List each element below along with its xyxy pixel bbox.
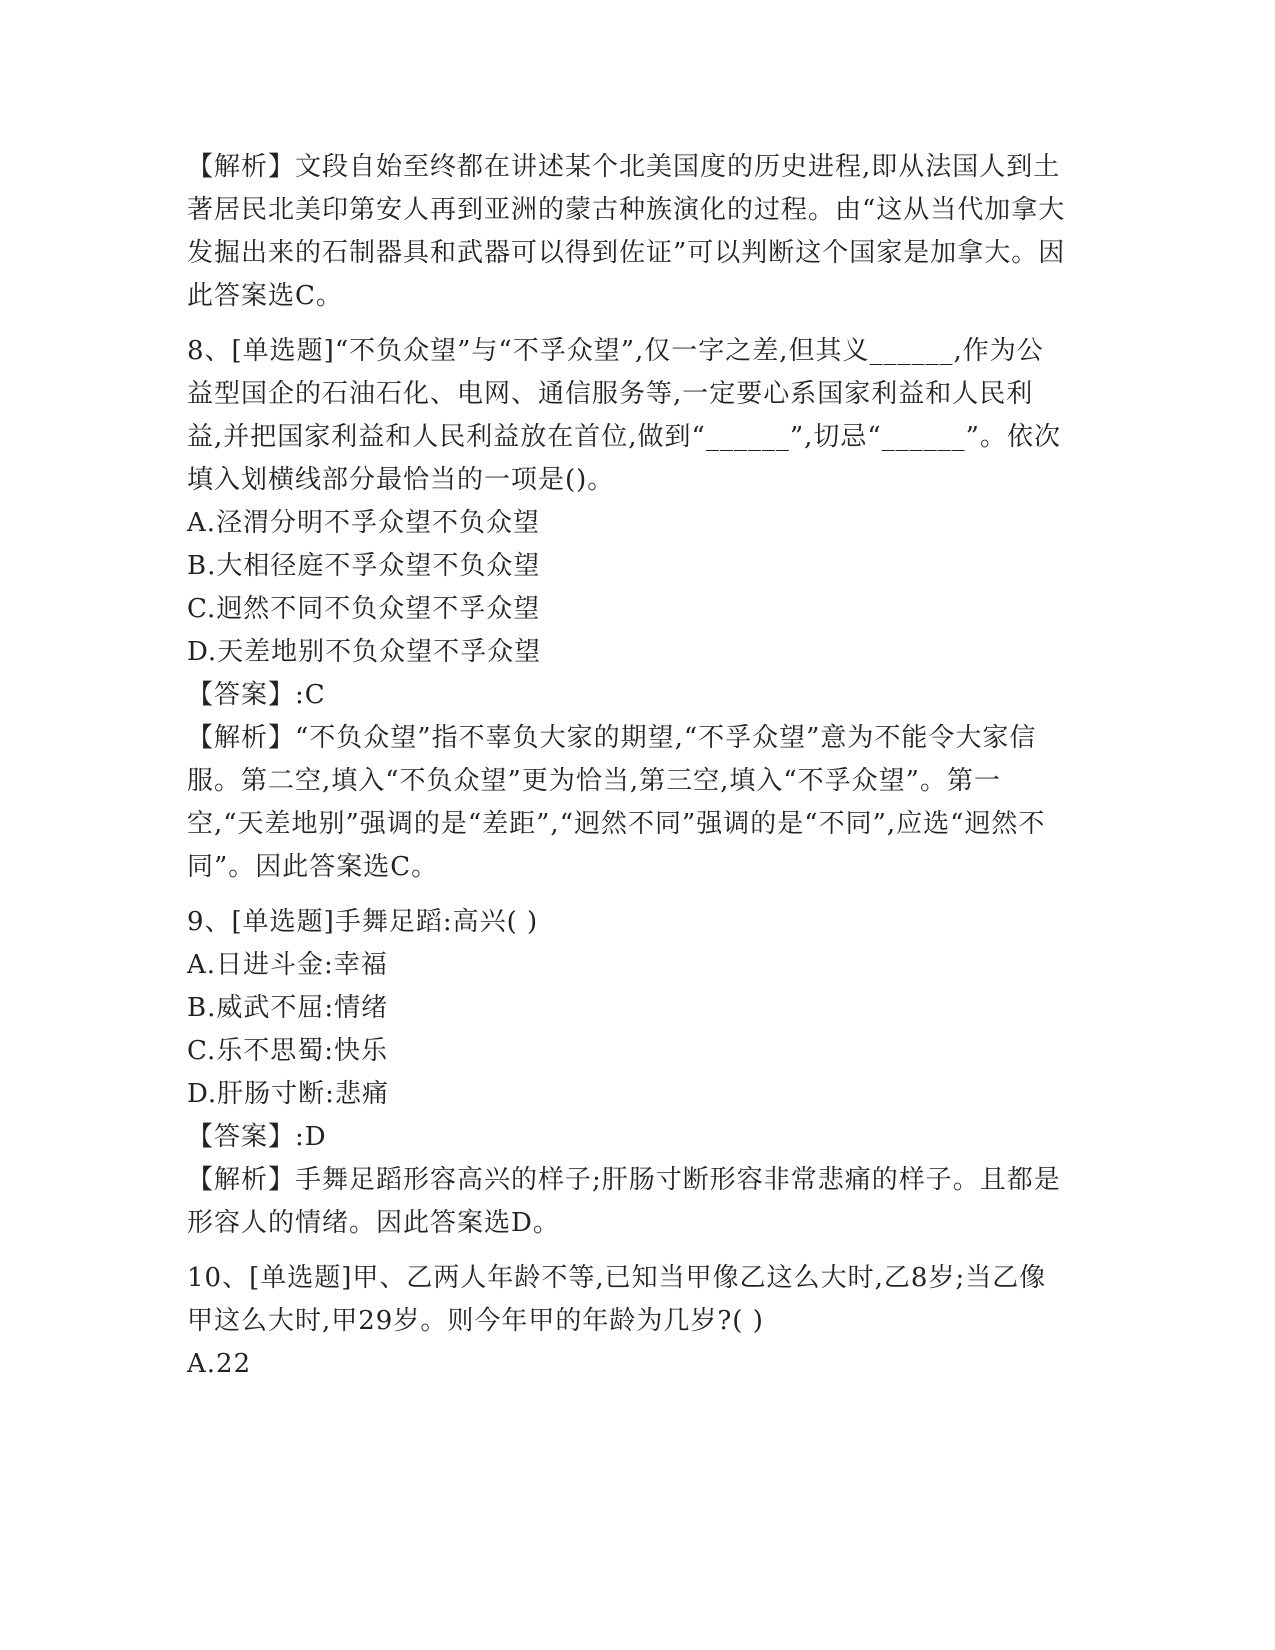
q8-analysis: 【解析】“不负众望”指不辜负大家的期望,“不孚众望”意为不能令大家信服。第二空,填入“不负众望”更为恰当,第三空,填入“不孚众望”。第一空,“天差地别”强调的是“差距”,“迥然不同”强调的是“不同”,应选“迥然不同”。因此答案选C。: [187, 723, 1046, 882]
q7-analysis: 【解析】文段自始至终都在讲述某个北美国度的历史进程,即从法国人到土著居民北美印第安人再到亚洲的蒙古种族演化的过程。由“这从当代加拿大发掘出来的石制器具和武器可以得到佐证”可以判断这个国家是加拿大。因此答案选C。: [187, 152, 1066, 311]
q8-stem: 8、[单选题]“不负众望”与“不孚众望”,仅一字之差,但其义______,作为公益型国企的石油石化、电网、通信服务等,一定要心系国家利益和人民利益,并把国家利益和人民利益放在首位,做到“______”,切忌“______”。依次填入划横线部分最恰当的一项是()。: [187, 336, 1061, 495]
q9-option-b: B.威武不屈:情绪: [187, 993, 389, 1023]
q9-option-a: A.日进斗金:幸福: [187, 950, 388, 980]
q10-stem: 10、[单选题]甲、乙两人年龄不等,已知当甲像乙这么大时,乙8岁;当乙像甲这么大时,甲29岁。则今年甲的年龄为几岁?( ): [187, 1263, 1047, 1336]
spacer: [187, 1245, 1067, 1257]
q8-option-c: C.迥然不同不负众望不孚众望: [187, 594, 541, 624]
page-content: [187, 146, 1067, 1386]
q9-answer: 【答案】:D: [187, 1122, 327, 1152]
q9-stem: 9、[单选题]手舞足蹈:高兴( ): [187, 907, 539, 937]
q8-answer: 【答案】:C: [187, 680, 326, 710]
spacer: [187, 318, 1067, 330]
q10-option-a: A.22: [187, 1349, 252, 1379]
q8-option-a: A.泾渭分明不孚众望不负众望: [187, 508, 541, 538]
q9-analysis: 【解析】手舞足蹈形容高兴的样子;肝肠寸断形容非常悲痛的样子。且都是形容人的情绪。因此答案选D。: [187, 1165, 1061, 1238]
spacer: [187, 889, 1067, 901]
q9-option-d: D.肝肠寸断:悲痛: [187, 1079, 389, 1109]
q8-option-d: D.天差地别不负众望不孚众望: [187, 637, 542, 667]
q8-option-b: B.大相径庭不孚众望不负众望: [187, 551, 541, 581]
q9-option-c: C.乐不思蜀:快乐: [187, 1036, 388, 1066]
